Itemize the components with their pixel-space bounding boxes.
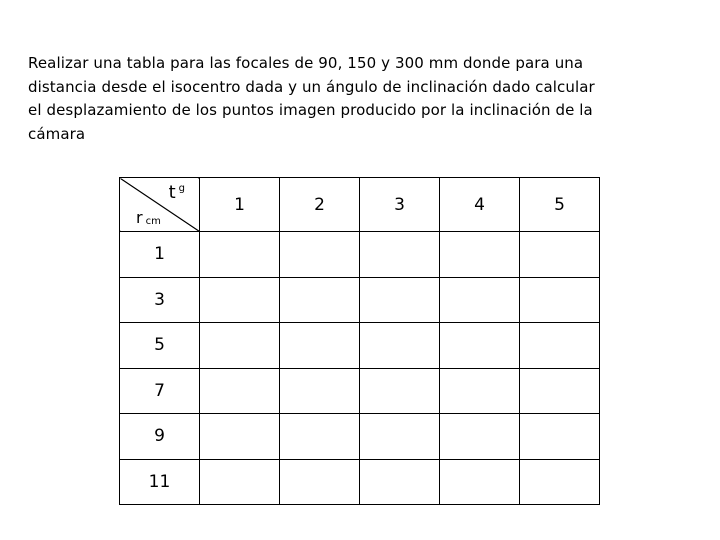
empty-cell xyxy=(360,323,440,369)
column-header: 3 xyxy=(360,178,440,232)
empty-cell xyxy=(200,368,280,414)
empty-cell xyxy=(360,232,440,278)
empty-cell xyxy=(200,277,280,323)
empty-cell xyxy=(360,277,440,323)
empty-cell xyxy=(360,368,440,414)
empty-cell xyxy=(280,232,360,278)
empty-cell xyxy=(280,459,360,505)
row-header: 9 xyxy=(120,414,200,460)
table-row xyxy=(120,232,600,278)
empty-cell xyxy=(360,414,440,460)
row-header: 3 xyxy=(120,277,200,323)
empty-cell xyxy=(440,368,520,414)
empty-cell xyxy=(200,459,280,505)
header-row xyxy=(120,178,600,232)
empty-cell xyxy=(360,459,440,505)
empty-cell xyxy=(520,232,600,278)
exercise-statement: Realizar una tabla para las focales de 90, 150 y 300 mm donde para una distancia desde el isocentro dada y un ángulo de inclinación dado calcular el desplazamiento de los puntos imagen producido por la inclinación de la cámara xyxy=(28,54,595,143)
empty-cell xyxy=(280,368,360,414)
empty-cell xyxy=(440,459,520,505)
corner-cell xyxy=(120,178,200,232)
table-row xyxy=(120,459,600,505)
table-row xyxy=(120,414,600,460)
empty-cell xyxy=(200,232,280,278)
table-row xyxy=(120,323,600,369)
table-row xyxy=(120,277,600,323)
empty-cell xyxy=(520,459,600,505)
empty-cell xyxy=(280,323,360,369)
tilt-angle-label: t $^g$ xyxy=(168,182,185,203)
empty-cell xyxy=(520,414,600,460)
empty-cell xyxy=(280,277,360,323)
empty-cell xyxy=(280,414,360,460)
empty-cell xyxy=(520,368,600,414)
column-header: 2 xyxy=(280,178,360,232)
empty-cell xyxy=(520,277,600,323)
empty-cell xyxy=(200,414,280,460)
column-header: 5 xyxy=(520,178,600,232)
row-header: 5 xyxy=(120,323,200,369)
empty-cell xyxy=(200,323,280,369)
empty-cell xyxy=(440,232,520,278)
column-header: 1 xyxy=(200,178,280,232)
column-header: 4 xyxy=(440,178,520,232)
displacement-table xyxy=(119,177,600,505)
radial-distance-label: r $_{cm}$ xyxy=(136,208,161,227)
row-header: 11 xyxy=(120,459,200,505)
empty-cell xyxy=(440,277,520,323)
row-header: 1 xyxy=(120,232,200,278)
table-row xyxy=(120,368,600,414)
empty-cell xyxy=(440,323,520,369)
row-header: 7 xyxy=(120,368,200,414)
empty-cell xyxy=(520,323,600,369)
empty-cell xyxy=(440,414,520,460)
